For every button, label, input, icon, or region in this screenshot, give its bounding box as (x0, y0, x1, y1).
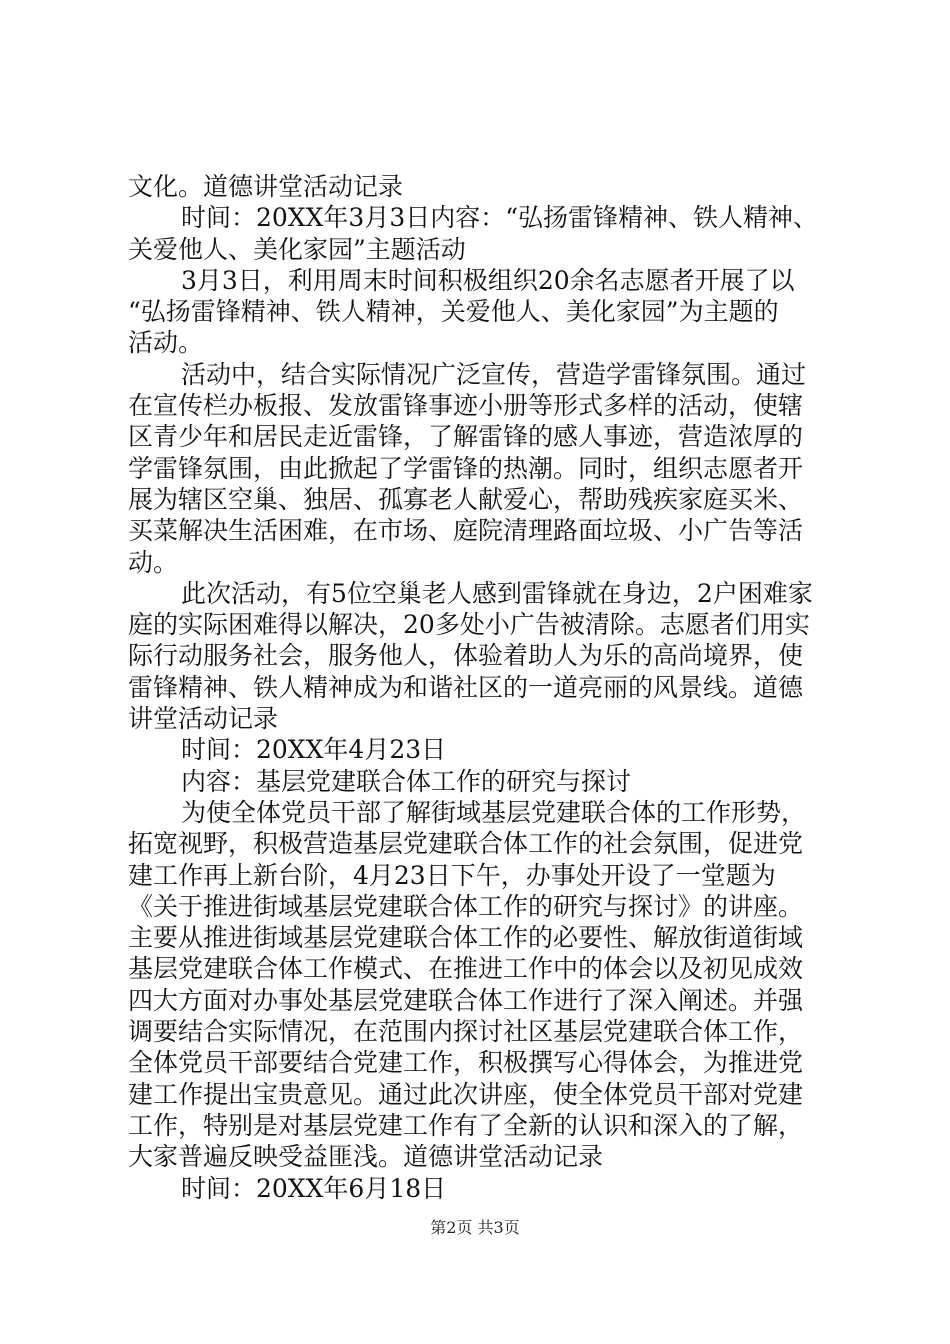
text-line: 展为辖区空巢、独居、孤寡老人献爱心，帮助残疾家庭买米、 (128, 484, 804, 514)
text-line: 讲堂活动记录 (128, 704, 279, 734)
text-line: 际行动服务社会，服务他人，体验着助人为乐的高尚境界，使 (128, 641, 804, 671)
text-line: 文化。道德讲堂活动记录 (128, 172, 404, 201)
text-line: 建工作再上新台阶，4月23日下午，办事处开设了一堂题为 (128, 860, 776, 890)
text-line: 时间：20XX年6月18日 (181, 1173, 447, 1203)
document-body (128, 171, 840, 1204)
text-line: 建工作提出宝贵意见。通过此次讲座，使全体党员干部对党建 (128, 1079, 804, 1109)
text-line: 动。 (128, 547, 179, 577)
text-line: 基层党建联合体工作模式、在推进工作中的体会以及初见成效 (128, 954, 804, 984)
text-line: 为使全体党员干部了解街域基层党建联合体的工作形势， (181, 797, 807, 827)
text-line: 买菜解决生活困难，在市场、庭院清理路面垃圾、小广告等活 (128, 516, 804, 546)
text-line: 雷锋精神、铁人精神成为和谐社区的一道亮丽的风景线。道德 (128, 672, 804, 702)
text-line: 主要从推进街域基层党建联合体工作的必要性、解放街道街域 (128, 923, 804, 953)
text-line: 内容：基层党建联合体工作的研究与探讨 (181, 766, 632, 796)
text-line: 《关于推进街域基层党建联合体工作的研究与探讨》的讲座。 (128, 891, 804, 921)
text-line: 时间：20XX年3月3日内容：“弘扬雷锋精神、铁人精神、 (181, 203, 819, 233)
text-line: 学雷锋氛围，由此掀起了学雷锋的热潮。同时，组织志愿者开 (128, 453, 804, 483)
text-line: 调要结合实际情况，在范围内探讨社区基层党建联合体工作， (128, 1017, 804, 1047)
page-footer: 第2页 共3页 (430, 1218, 520, 1237)
text-line: 在宣传栏办板报、发放雷锋事迹小册等形式多样的活动，使辖 (128, 391, 804, 421)
text-line: 工作，特别是对基层党建工作有了全新的认识和深入的了解， (128, 1110, 804, 1140)
text-line: 关爱他人、美化家园”主题活动 (128, 234, 466, 264)
text-line: 区青少年和居民走近雷锋，了解雷锋的感人事迹，营造浓厚的 (128, 422, 804, 452)
text-line: 庭的实际困难得以解决，20多处小广告被清除。志愿者们用实 (128, 610, 810, 640)
text-line: 四大方面对办事处基层党建联合体工作进行了深入阐述。并强 (128, 985, 804, 1015)
text-line: 此次活动，有5位空巢老人感到雷锋就在身边，2户困难家 (181, 578, 813, 608)
text-line: “弘扬雷锋精神、铁人精神，关爱他人、美化家园”为主题的 (128, 297, 779, 327)
text-line: 拓宽视野，积极营造基层党建联合体工作的社会氛围，促进党 (128, 829, 804, 859)
text-line: 大家普遍反映受益匪浅。道德讲堂活动记录 (128, 1142, 604, 1172)
text-line: 活动。 (128, 328, 204, 358)
text-line: 全体党员干部要结合党建工作，积极撰写心得体会，为推进党 (128, 1048, 804, 1078)
text-line: 3月3日，利用周末时间积极组织20余名志愿者开展了以 (181, 265, 795, 295)
text-line: 活动中，结合实际情况广泛宣传，营造学雷锋氛围。通过 (181, 359, 807, 389)
text-line: 时间：20XX年4月23日 (181, 735, 447, 765)
